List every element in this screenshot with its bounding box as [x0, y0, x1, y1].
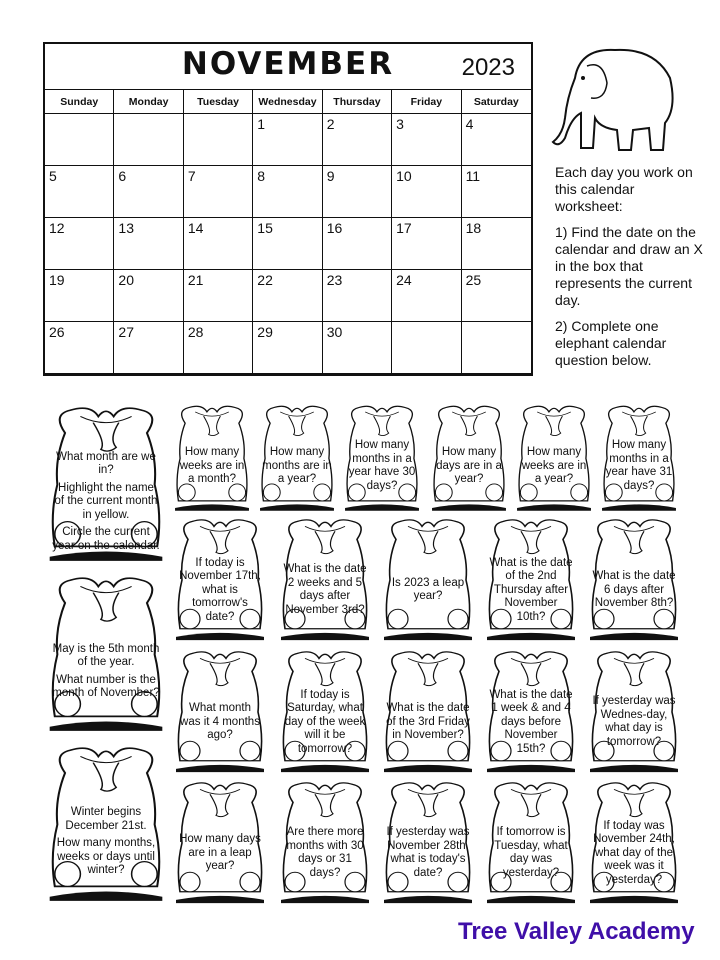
question-text: If tomorrow is Tuesday, what day was yesterday?: [494, 826, 568, 879]
calendar-day-cell[interactable]: 20: [114, 270, 183, 322]
year-label: 2023: [461, 54, 515, 81]
question-text: What is the date 6 days after November 8th?: [592, 570, 676, 610]
question-text: What is the date of the 2nd Thursday after November 10th?: [489, 556, 573, 623]
elephant-question-card: [584, 647, 684, 777]
instruction-intro: Each day you work on this calendar worksheet:: [555, 164, 693, 214]
elephant-question-card: [42, 742, 170, 907]
calendar-day-cell[interactable]: 10: [392, 166, 461, 218]
question-text: What number is the month of November?: [52, 673, 160, 700]
calendar-day-cell[interactable]: 9: [323, 166, 392, 218]
question-text: Is 2023 a leap year?: [391, 576, 465, 603]
question-text: If today is November 17th, what is tomorrow's date?: [179, 556, 261, 623]
question-text: May is the 5th month of the year.: [52, 642, 160, 669]
question-text: What is the date of the 3rd Friday in November?: [386, 702, 470, 742]
elephant-question-card: [481, 515, 581, 645]
elephant-question-card: [378, 778, 478, 908]
elephant-question-card: [584, 515, 684, 645]
day-header: Friday: [392, 90, 461, 114]
elephant-question-card: [512, 402, 596, 515]
elephant-question-card: [584, 778, 684, 908]
day-header: Wednesday: [253, 90, 322, 114]
question-text: Circle the current year on the calendar.: [52, 526, 160, 552]
question-text: How many months are in a year?: [262, 446, 332, 486]
elephant-question-card: [42, 572, 170, 737]
calendar-day-cell[interactable]: 30: [323, 322, 392, 374]
calendar-day-cell[interactable]: 12: [45, 218, 114, 270]
calendar-day-cell[interactable]: 2: [323, 114, 392, 166]
elephant-question-card: [378, 515, 478, 645]
calendar-day-cell[interactable]: [462, 322, 531, 374]
day-header: Tuesday: [184, 90, 253, 114]
calendar-day-cell[interactable]: 8: [253, 166, 322, 218]
question-text: How many days are in a year?: [436, 446, 502, 486]
elephant-question-card: [170, 778, 270, 908]
calendar-day-cell[interactable]: [184, 114, 253, 166]
calendar-day-cell[interactable]: 19: [45, 270, 114, 322]
elephant-question-card: [275, 778, 375, 908]
elephant-question-card: [481, 647, 581, 777]
elephant-question-card: [378, 647, 478, 777]
question-text: Are there more months with 30 days or 31 days?: [286, 826, 364, 879]
calendar-day-cell[interactable]: 7: [184, 166, 253, 218]
calendar-day-cell[interactable]: 4: [462, 114, 531, 166]
calendar-day-cell[interactable]: 27: [114, 322, 183, 374]
calendar-day-cell[interactable]: 1: [253, 114, 322, 166]
question-text: What month was it 4 months ago?: [180, 702, 260, 742]
calendar-day-cell[interactable]: 3: [392, 114, 461, 166]
calendar-day-cell[interactable]: 23: [323, 270, 392, 322]
instructions: [555, 164, 705, 378]
calendar-day-cell[interactable]: 15: [253, 218, 322, 270]
calendar-day-cell[interactable]: 11: [462, 166, 531, 218]
calendar-day-cell[interactable]: 25: [462, 270, 531, 322]
calendar-day-cell[interactable]: 14: [184, 218, 253, 270]
day-header: Thursday: [323, 90, 392, 114]
elephant-question-card: [255, 402, 339, 515]
elephant-question-card: [275, 647, 375, 777]
elephant-question-card: [481, 778, 581, 908]
calendar-day-cell[interactable]: 18: [462, 218, 531, 270]
calendar-day-cell[interactable]: 26: [45, 322, 114, 374]
calendar-day-cell[interactable]: 21: [184, 270, 253, 322]
question-text: If today was November 24th, what day of the week was it yesterday?: [593, 819, 675, 886]
question-text: If today is Saturday, what day of the week will it be tomorrow?: [284, 688, 366, 755]
question-text: Winter begins December 21st.: [65, 806, 147, 832]
elephant-question-card: [42, 402, 170, 567]
calendar-day-cell[interactable]: 16: [323, 218, 392, 270]
calendar-header: [45, 44, 531, 90]
calendar-day-cell[interactable]: 13: [114, 218, 183, 270]
elephant-question-card: [170, 402, 254, 515]
calendar-day-cell[interactable]: 17: [392, 218, 461, 270]
calendar-day-cell[interactable]: 28: [184, 322, 253, 374]
instruction-step-1: 1) Find the date on the calendar and draw an X in the box that represents the current day.: [555, 224, 703, 308]
question-text: What is the date 1 week & and 4 days before November 15th?: [489, 688, 573, 755]
question-text: What is the date 2 weeks and 5 days after November 3rd?: [283, 563, 367, 616]
day-header: Monday: [114, 90, 183, 114]
calendar-day-cell[interactable]: 6: [114, 166, 183, 218]
elephant-question-card: [170, 647, 270, 777]
calendar-day-cell[interactable]: 5: [45, 166, 114, 218]
calendar-day-cell[interactable]: [114, 114, 183, 166]
question-text: How many months, weeks or days until winter?: [56, 837, 156, 877]
elephant-question-card: [275, 515, 375, 645]
calendar-day-cell[interactable]: [392, 322, 461, 374]
question-text: If yesterday was Wednes-day, what day is tomorrow?: [592, 695, 676, 748]
calendar-day-cell[interactable]: 24: [392, 270, 461, 322]
elephant-question-card: [340, 402, 424, 515]
question-text: If yesterday was November 28th, what is today's date?: [386, 826, 470, 879]
instruction-step-2: 2) Complete one elephant calendar question below.: [555, 318, 667, 368]
question-text: What month are we in?: [56, 450, 156, 477]
calendar: [43, 42, 533, 376]
question-text: Highlight the name of the current month in yellow.: [54, 481, 158, 521]
question-text: How many days are in a leap year?: [179, 833, 261, 873]
day-header: Saturday: [462, 90, 531, 114]
calendar-day-cell[interactable]: [45, 114, 114, 166]
day-header: Sunday: [45, 90, 114, 114]
calendar-day-cell[interactable]: 22: [253, 270, 322, 322]
calendar-day-cell[interactable]: 29: [253, 322, 322, 374]
question-text: How many weeks are in a month?: [179, 446, 245, 486]
month-title: NOVEMBER: [181, 46, 395, 82]
elephant-illustration: [545, 38, 685, 158]
elephant-question-card: [597, 402, 681, 515]
question-text: How many weeks are in a year?: [521, 446, 587, 486]
calendar-grid: [45, 90, 531, 374]
elephant-question-card: [427, 402, 511, 515]
elephant-question-card: [170, 515, 270, 645]
question-text: How many months in a year have 31 days?: [605, 439, 673, 492]
brand-name: Tree Valley Academy: [458, 918, 695, 945]
question-text: How many months in a year have 30 days?: [348, 439, 416, 492]
